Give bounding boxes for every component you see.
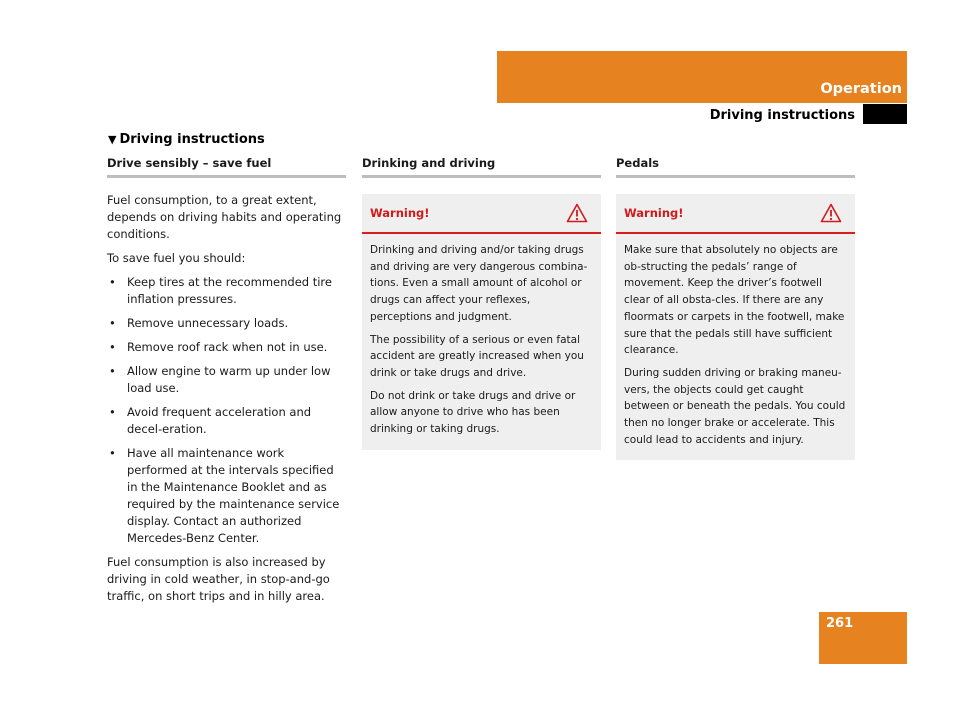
column-pedals <box>616 156 855 460</box>
warning-box-drinking <box>362 194 601 450</box>
warning-paragraph: During sudden driving or braking maneu-vers, the objects could get caught between or beneath the pedals. You could then no longer brake or accelerate. This could lead to accidents and injury. <box>624 366 846 446</box>
warning-triangle-icon <box>566 203 588 223</box>
warning-body <box>616 234 855 460</box>
column-heading-drinking-driving: Drinking and driving <box>362 156 601 178</box>
list-item <box>107 315 346 332</box>
warning-paragraph: The possibility of a serious or even fatal accident are greatly increased when you drink or take drugs and drive. <box>370 333 584 379</box>
section-title <box>108 132 265 148</box>
save-fuel-intro: Fuel consumption, to a great extent, depends on driving habits and operating conditions. <box>107 193 342 241</box>
bullet-icon: • <box>109 340 116 354</box>
warning-paragraph: Make sure that absolutely no objects are ob-structing the pedals’ range of movement. Keep the driver’s footwell clear of all obsta-cles. If there are any floormats or carpets in the footwell, make sure that the pedals still have sufficient clearance. <box>624 244 845 357</box>
list-item <box>107 363 346 397</box>
list-item <box>107 274 346 308</box>
warning-body <box>362 234 601 450</box>
bullet-icon: • <box>109 364 116 378</box>
warning-triangle-icon <box>820 203 842 223</box>
save-fuel-outro: Fuel consumption is also increased by driving in cold weather, in stop-and-go traffic, on short trips and in hilly area. <box>107 555 330 603</box>
bullet-icon: • <box>109 446 116 460</box>
column-drinking-driving <box>362 156 601 450</box>
warning-paragraph: Do not drink or take drugs and drive or allow anyone to drive who has been drinking or taking drugs. <box>370 389 576 436</box>
list-item-text: Remove roof rack when not in use. <box>127 340 328 354</box>
column-heading-save-fuel: Drive sensibly – save fuel <box>107 156 346 178</box>
list-item <box>107 339 346 356</box>
warning-box-pedals <box>616 194 855 460</box>
chapter-subtitle: Driving instructions <box>709 108 855 123</box>
bullet-icon: • <box>109 275 116 289</box>
save-fuel-body <box>107 192 346 605</box>
column-heading-pedals: Pedals <box>616 156 855 178</box>
list-item <box>107 404 346 438</box>
list-item-text: Avoid frequent acceleration and decel-eration. <box>127 405 312 436</box>
triangle-down-icon: ▼ <box>108 133 117 146</box>
list-item-text: Allow engine to warm up under low load use. <box>127 364 331 395</box>
list-item-text: Remove unnecessary loads. <box>127 316 289 330</box>
warning-label: Warning! <box>370 206 430 220</box>
save-fuel-list <box>107 274 346 547</box>
column-save-fuel <box>107 156 346 612</box>
page-number: 261 <box>826 616 854 631</box>
warning-header <box>616 194 855 234</box>
warning-paragraph: Drinking and driving and/or taking drugs and driving are very dangerous combina-tions. Even a small amount of alcohol or drugs can affect your reflexes, perceptions and judgment. <box>370 244 588 323</box>
header-black-tab <box>863 104 907 124</box>
list-item-text: Have all maintenance work performed at the intervals specified in the Maintenance Booklet and as required by the maintenance service display. Contact an authorized Mercedes-Benz Center. <box>127 446 340 545</box>
warning-header <box>362 194 601 234</box>
chapter-title: Operation <box>820 81 902 97</box>
warning-label: Warning! <box>624 206 684 220</box>
section-title-text: Driving instructions <box>119 132 265 147</box>
page-number-box <box>819 612 907 664</box>
list-item-text: Keep tires at the recommended tire inflation pressures. <box>127 275 332 306</box>
list-item <box>107 445 346 547</box>
save-fuel-lead: To save fuel you should: <box>107 251 246 265</box>
bullet-icon: • <box>109 316 116 330</box>
bullet-icon: • <box>109 405 116 419</box>
